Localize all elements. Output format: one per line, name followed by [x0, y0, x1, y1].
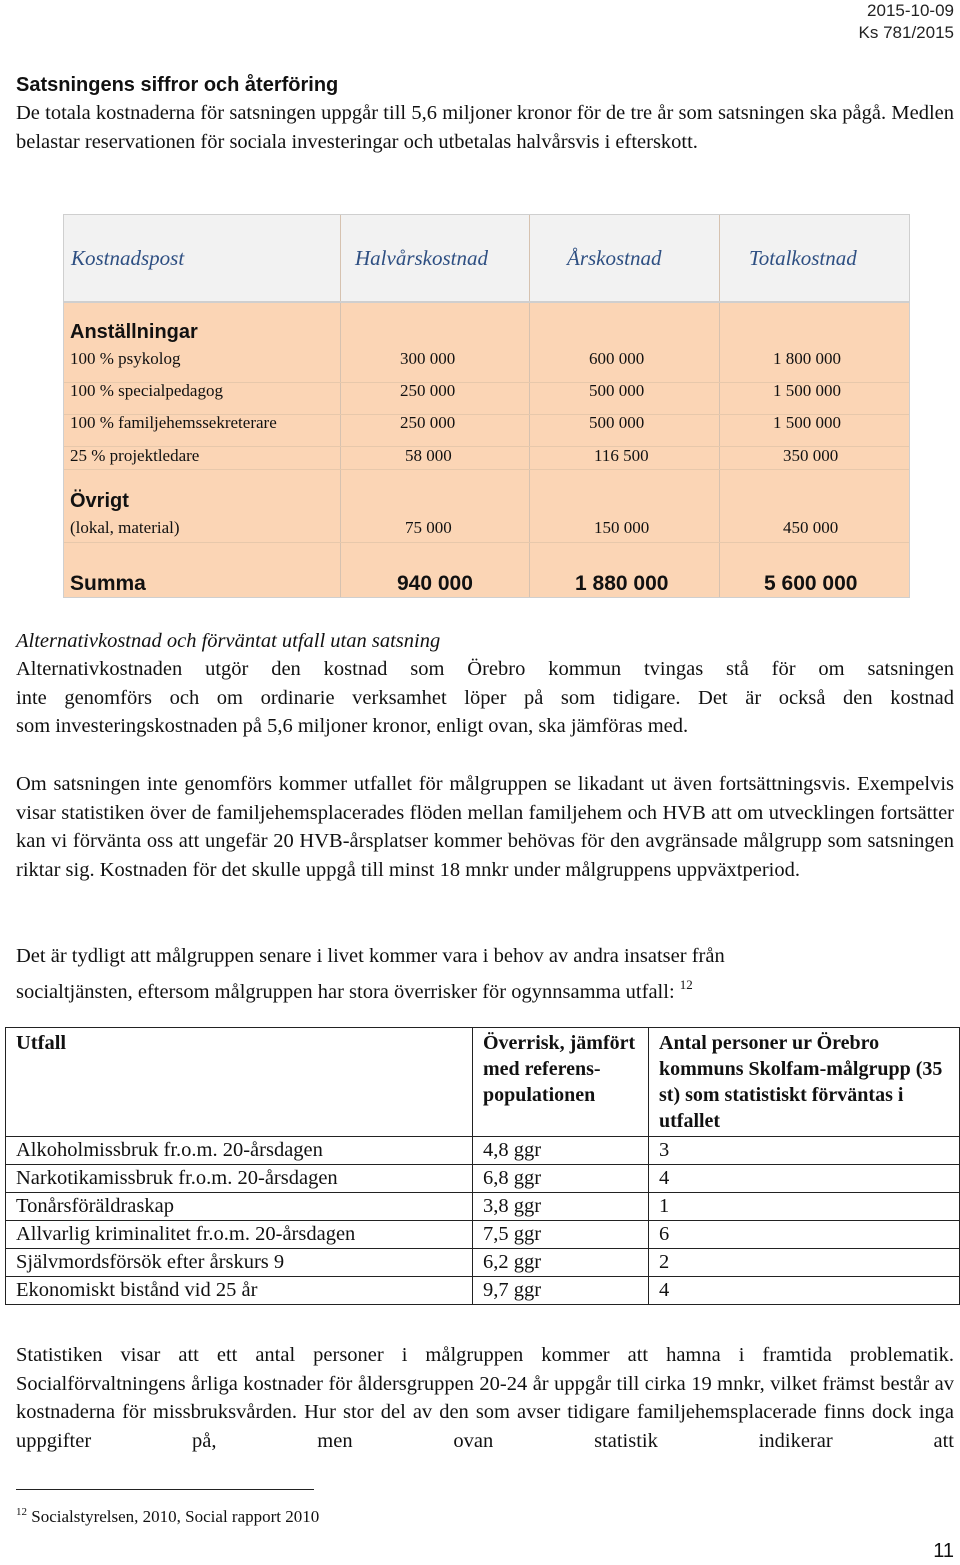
sum-cell: 5 600 000 — [764, 572, 858, 595]
col-header-risk: Överrisk, jämfört med referens-populationen — [473, 1028, 649, 1137]
cost-cell: 150 000 — [594, 518, 650, 537]
paragraph-statistics — [16, 1341, 954, 1455]
table-cell: 3 — [649, 1137, 960, 1165]
table-cell: Självmordsförsök efter årskurs 9 — [6, 1249, 473, 1277]
sum-cell: 940 000 — [397, 572, 473, 595]
col-header-outcome: Utfall — [6, 1028, 473, 1137]
section-alternative-cost — [16, 627, 954, 741]
paragraph-line: Alternativkostnaden utgör den kostnad som Örebro kommun tvingas stå för om satsningen — [16, 658, 954, 680]
cost-cell: 116 500 — [594, 446, 649, 465]
cost-table — [63, 214, 910, 598]
footnote-text: Socialstyrelsen, 2010, Social rapport 2010 — [31, 1507, 320, 1526]
cost-cell: 300 000 — [400, 349, 456, 368]
table-cell: Allvarlig kriminalitet fr.o.m. 20-årsdagen — [6, 1221, 473, 1249]
header-reference: Ks 781/2015 — [858, 23, 954, 42]
cost-cell: 350 000 — [783, 446, 839, 465]
col-header-count: Antal personer ur Örebro kommuns Skolfam-målgrupp (35 st) som statistiskt förväntas i utfallet — [649, 1028, 960, 1137]
cost-row-label: 100 % psykolog — [70, 349, 181, 368]
footnote-ref: 12 — [679, 976, 693, 992]
cost-cell: 75 000 — [405, 518, 452, 537]
col-header-year: Årskostnad — [567, 246, 662, 270]
section-heading: Alternativkostnad och förväntat utfall utan satsning — [16, 630, 441, 652]
page-number: 11 — [933, 1540, 954, 1562]
footnote — [16, 1500, 319, 1529]
table-row — [6, 1277, 960, 1305]
paragraph-line: socialtjänsten, eftersom målgruppen har stora överrisker för ogynnsamma utfall: $^{12}$ — [16, 976, 693, 1003]
paragraph: Statistiken visar att ett antal personer i målgruppen kommer att hamna i framtida problematik. Socialförvaltningens årliga kostnader för åldersgruppen 20-24 år uppgår till cirka 19 mnkr, vilket främst består av kostnaderna för missbruksvården. Hur stor del av den som avser tidigare familjehemsplacerade finns dock inga uppgifter på, men ovan statistik indikerar att — [16, 1344, 954, 1452]
table-row — [6, 1165, 960, 1193]
paragraph-line: inte genomförs och om ordinarie verksamhet löper på som tidigare. Det är också den kostnad — [16, 686, 954, 709]
table-cell: Narkotikamissbruk fr.o.m. 20-årsdagen — [6, 1165, 473, 1193]
table-row — [6, 1193, 960, 1221]
cost-cell: 500 000 — [589, 413, 645, 432]
col-header-total: Totalkostnad — [749, 246, 857, 270]
table-cell: 9,7 ggr — [473, 1277, 649, 1305]
table-cell: 4 — [649, 1277, 960, 1305]
table-row — [6, 1137, 960, 1165]
table-row — [6, 1249, 960, 1277]
cost-cell: 250 000 — [400, 381, 456, 400]
table-cell: 3,8 ggr — [473, 1193, 649, 1221]
paragraph: De totala kostnaderna för satsningen uppgår till 5,6 miljoner kronor för de tre år som satsningen ska pågå. Medlen belastar reservationen för sociala investeringar och utbetalas halvårsvis i efterskott. — [16, 102, 954, 153]
paragraph: Om satsningen inte genomförs kommer utfallet för målgruppen se likadant ut även fortsättningsvis. Exempelvis visar statistiken över de familjehemsplacerades flöden mellan familjehem och HVB att om utvecklingen fortsätter kan vi förvänta oss att ungefär 20 HVB-årsplatser kommer behövas för den avgränsade målgrupp som satsningen riktar sig. Kostnaden för det skulle uppgå till minst 18 mnkr under målgruppens uppväxtperiod. — [16, 773, 954, 881]
cost-row-label: 100 % specialpedagog — [70, 381, 223, 400]
group-label-staff: Anställningar — [70, 321, 198, 343]
table-cell: 6,8 ggr — [473, 1165, 649, 1193]
sum-cell: 1 880 000 — [575, 572, 669, 595]
paragraph-line: Det är tydligt att målgruppen senare i livet kommer vara i behov av andra insatser från — [16, 945, 725, 967]
table-row — [6, 1221, 960, 1249]
table-cell: Alkoholmissbruk fr.o.m. 20-årsdagen — [6, 1137, 473, 1165]
paragraph-outcome — [16, 770, 954, 884]
table-cell: 6,2 ggr — [473, 1249, 649, 1277]
footnote-number: 12 — [16, 1506, 27, 1518]
table-cell: Tonårsföräldraskap — [6, 1193, 473, 1221]
group-label-other: Övrigt — [70, 490, 129, 512]
table-cell: 6 — [649, 1221, 960, 1249]
cost-cell: 250 000 — [400, 413, 456, 432]
table-cell: 4 — [649, 1165, 960, 1193]
cost-cell: 1 500 000 — [773, 381, 841, 400]
cost-cell: 1 800 000 — [773, 349, 841, 368]
cost-cell: 500 000 — [589, 381, 645, 400]
cost-cell: 600 000 — [589, 349, 645, 368]
cost-row-label: (lokal, material) — [70, 518, 180, 537]
cost-cell: 450 000 — [783, 518, 839, 537]
section-heading: Satsningens siffror och återföring — [16, 74, 339, 96]
col-header-half-year: Halvårskostnad — [355, 246, 488, 270]
table-cell: 4,8 ggr — [473, 1137, 649, 1165]
section-figures — [16, 71, 954, 156]
sum-label: Summa — [70, 572, 146, 595]
table-header-row — [6, 1028, 960, 1137]
paragraph-risks — [16, 942, 954, 1006]
table-cell: 2 — [649, 1249, 960, 1277]
col-header-cost-item: Kostnadspost — [71, 246, 185, 270]
header-date: 2015-10-09 — [867, 1, 954, 20]
cost-table-header — [63, 214, 910, 302]
cost-table-body — [63, 302, 910, 598]
table-cell: 1 — [649, 1193, 960, 1221]
table-cell: Ekonomiskt bistånd vid 25 år — [6, 1277, 473, 1305]
cost-row-label: 25 % projektledare — [70, 446, 200, 465]
document-header — [859, 0, 954, 44]
cost-cell: 58 000 — [405, 446, 452, 465]
cost-row-label: 100 % familjehemssekreterare — [70, 413, 277, 432]
outcome-table — [5, 1027, 960, 1305]
paragraph-line: som investeringskostnaden på 5,6 miljoner kronor, enligt ovan, ska jämföras med. — [16, 715, 689, 737]
table-cell: 7,5 ggr — [473, 1221, 649, 1249]
footnote-divider — [16, 1489, 314, 1490]
cost-cell: 1 500 000 — [773, 413, 841, 432]
